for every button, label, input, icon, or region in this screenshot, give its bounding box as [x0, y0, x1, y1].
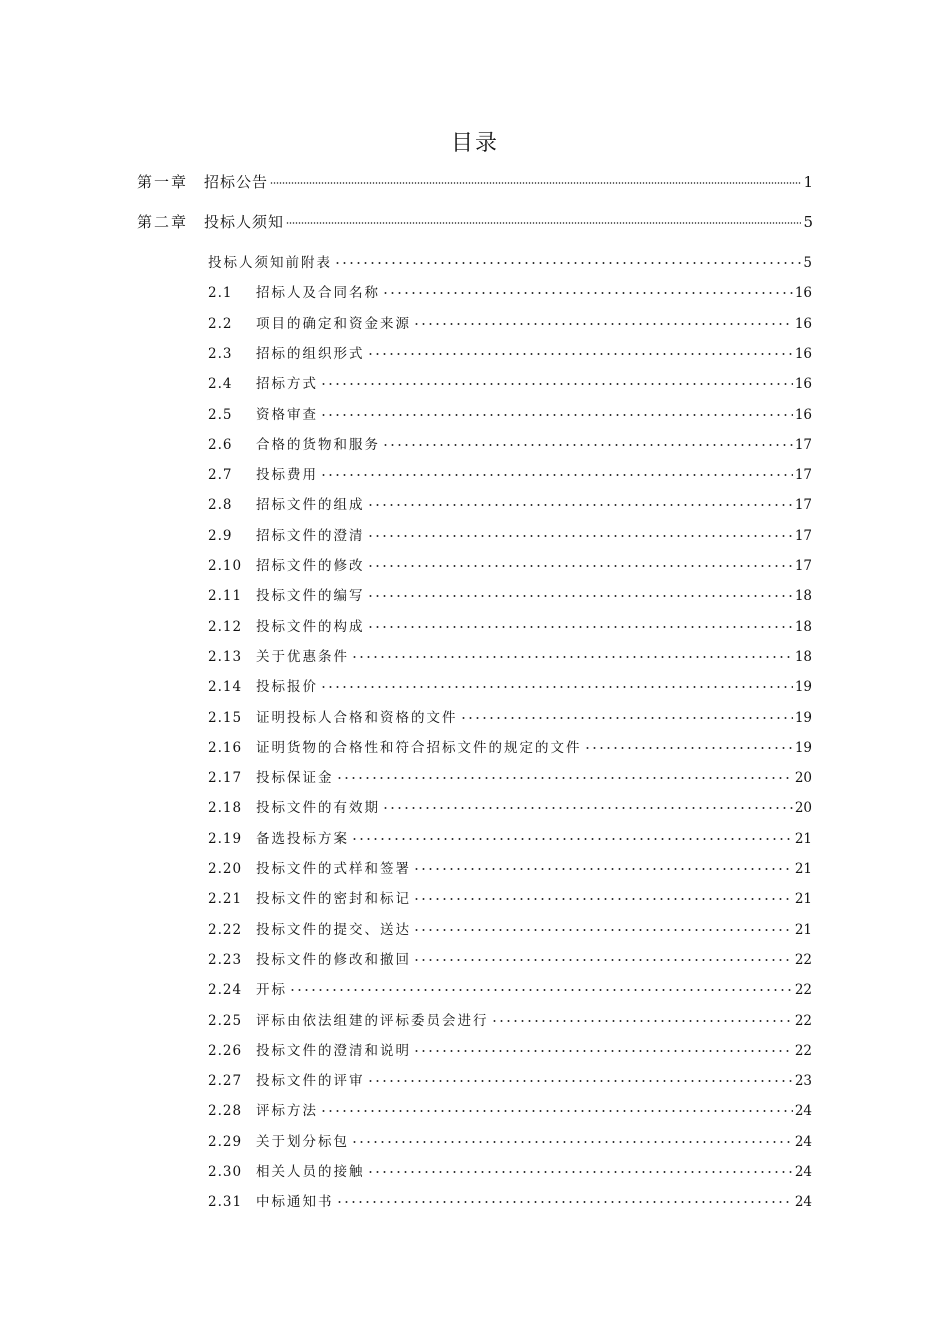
toc-section[interactable] [208, 888, 812, 910]
section-number: 2.10 [208, 558, 243, 574]
toc-section[interactable] [208, 1161, 812, 1183]
toc-section[interactable] [208, 494, 812, 516]
page-title: 目录 [450, 131, 499, 156]
section-label: 关于优惠条件 [256, 648, 349, 665]
dot-leader [460, 717, 793, 719]
dot-leader [320, 414, 793, 416]
section-number: 2.6 [208, 436, 233, 453]
section-number: 2.23 [208, 951, 243, 968]
section-number: 2.30 [208, 1164, 243, 1180]
section-number: 2.7 [208, 467, 233, 484]
section-label: 投标文件的构成 [256, 618, 365, 635]
dot-leader [491, 1020, 793, 1022]
dot-leader [286, 222, 801, 224]
section-label: 合格的货物和服务 [256, 436, 380, 453]
page-number: 19 [794, 739, 812, 756]
dot-leader [413, 323, 793, 325]
toc-section[interactable] [208, 313, 812, 335]
dot-leader [413, 929, 793, 931]
page-number: 20 [794, 770, 812, 787]
section-label: 资格审查 [256, 406, 318, 423]
section-label: 投标文件的修改和撤回 [256, 951, 411, 968]
toc-section[interactable] [208, 828, 812, 850]
toc-section[interactable] [208, 373, 812, 395]
section-label: 招标文件的组成 [256, 497, 365, 514]
dot-leader [367, 626, 793, 628]
section-label: 投标人须知前附表 [208, 255, 332, 271]
page-number: 17 [794, 558, 812, 574]
section-number: 2.3 [208, 345, 233, 362]
section-label: 证明投标人合格和资格的文件 [256, 709, 458, 726]
toc-section[interactable] [208, 979, 812, 1001]
page-number: 16 [794, 345, 812, 362]
dot-leader [351, 838, 793, 840]
section-label: 开标 [256, 982, 287, 999]
page-number: 22 [794, 1042, 812, 1059]
dot-leader [336, 777, 793, 779]
section-label: 评标方法 [256, 1103, 318, 1120]
section-label: 投标报价 [256, 679, 318, 696]
section-label: 投标文件的澄清和说明 [256, 1042, 411, 1059]
section-number: 2.26 [208, 1042, 243, 1059]
section-number: 2.9 [208, 527, 233, 544]
section-label: 投标保证金 [256, 770, 334, 787]
section-number: 2.5 [208, 406, 233, 423]
page-number: 21 [794, 921, 812, 938]
dot-leader [413, 868, 793, 870]
toc-section[interactable] [208, 555, 812, 577]
page-number: 16 [794, 406, 812, 423]
dot-leader [413, 959, 793, 961]
dot-leader [367, 504, 793, 506]
toc-section[interactable] [208, 282, 812, 304]
section-label: 相关人员的接触 [256, 1164, 365, 1180]
section-number: 2.16 [208, 739, 243, 756]
section-label: 投标文件的式样和签署 [256, 861, 411, 877]
section-number: 2.27 [208, 1073, 243, 1090]
toc-section[interactable] [208, 797, 812, 819]
dot-leader [367, 535, 793, 537]
section-label: 关于划分标包 [256, 1133, 349, 1150]
page-number: 18 [794, 588, 812, 605]
toc-section[interactable] [208, 919, 812, 941]
dot-leader [413, 898, 793, 900]
page-number: 22 [794, 982, 812, 999]
section-label: 投标文件的密封和标记 [256, 891, 411, 908]
toc-section[interactable] [208, 434, 812, 456]
page-number: 22 [794, 951, 812, 968]
dot-leader [320, 383, 793, 385]
toc-section[interactable] [208, 1131, 812, 1153]
page-number: 21 [794, 830, 812, 847]
section-number: 2.31 [208, 1194, 243, 1211]
section-number: 2.13 [208, 648, 243, 665]
section-number: 2.24 [208, 982, 243, 999]
section-label: 招标方式 [256, 376, 318, 393]
dot-leader [382, 292, 793, 294]
dot-leader [584, 747, 793, 749]
dot-leader [351, 656, 793, 658]
section-label: 中标通知书 [256, 1194, 334, 1211]
section-number: 2.2 [208, 315, 233, 332]
dot-leader [367, 353, 793, 355]
page-number: 24 [794, 1194, 812, 1211]
page-number: 24 [794, 1164, 812, 1180]
section-number: 2.4 [208, 376, 233, 393]
toc-section[interactable] [208, 1100, 812, 1122]
dot-leader [382, 444, 793, 446]
dot-leader [320, 1110, 793, 1112]
toc-section[interactable] [208, 949, 812, 971]
page-number: 24 [794, 1133, 812, 1150]
page-number: 18 [794, 618, 812, 635]
section-label: 投标文件的编写 [256, 588, 365, 605]
toc-section[interactable] [208, 676, 812, 698]
toc-section[interactable] [208, 1191, 812, 1213]
section-number: 2.28 [208, 1103, 243, 1120]
section-label: 招标人及合同名称 [256, 285, 380, 302]
page-number: 1 [803, 173, 813, 191]
section-number: 2.19 [208, 830, 243, 847]
page-number: 21 [794, 891, 812, 908]
page-number: 20 [794, 800, 812, 817]
page-number: 16 [794, 315, 812, 332]
page-number: 17 [794, 497, 812, 514]
toc-section[interactable] [208, 646, 812, 668]
page-number: 19 [794, 679, 812, 696]
section-label: 招标文件的修改 [256, 558, 365, 574]
toc-section[interactable] [208, 737, 812, 759]
toc-section[interactable] [208, 1070, 812, 1092]
toc-section[interactable] [208, 1040, 812, 1062]
section-label: 证明货物的合格性和符合招标文件的规定的文件 [256, 739, 582, 756]
toc-section[interactable] [208, 1010, 812, 1032]
section-label: 项目的确定和资金来源 [256, 315, 411, 332]
section-number: 2.12 [208, 618, 243, 635]
dot-leader [367, 1171, 793, 1173]
page-number: 17 [794, 436, 812, 453]
section-number: 2.1 [208, 285, 233, 302]
toc-section[interactable] [208, 464, 812, 486]
section-number: 2.20 [208, 861, 243, 877]
page-number: 23 [794, 1073, 812, 1090]
page-number: 5 [803, 213, 813, 231]
toc-section[interactable] [208, 404, 812, 426]
page-number: 18 [794, 648, 812, 665]
section-number: 2.22 [208, 921, 243, 938]
chapter-number: 第二章 [137, 213, 189, 231]
page-number: 22 [794, 1012, 812, 1029]
section-number: 2.21 [208, 891, 243, 908]
section-label: 评标由依法组建的评标委员会进行 [256, 1012, 489, 1029]
page-number: 16 [794, 376, 812, 393]
toc-section[interactable] [208, 616, 812, 638]
section-label: 备选投标方案 [256, 830, 349, 847]
page-number: 17 [794, 527, 812, 544]
page-number: 19 [794, 709, 812, 726]
toc-section[interactable] [208, 858, 812, 880]
section-label: 投标文件的有效期 [256, 800, 380, 817]
section-number: 2.25 [208, 1012, 243, 1029]
section-number: 2.8 [208, 497, 233, 514]
dot-leader [289, 989, 793, 991]
section-number: 2.15 [208, 709, 243, 726]
page-number: 16 [794, 285, 812, 302]
section-number: 2.14 [208, 679, 243, 696]
dot-leader [320, 474, 793, 476]
section-label: 招标的组织形式 [256, 345, 365, 362]
chapter-number: 第一章 [137, 173, 189, 191]
page-number: 5 [803, 255, 812, 271]
section-number: 2.29 [208, 1133, 243, 1150]
chapter-label: 投标人须知 [204, 213, 285, 231]
dot-leader [382, 807, 793, 809]
chapter-label: 招标公告 [204, 173, 269, 191]
dot-leader [336, 1201, 793, 1203]
page-number: 24 [794, 1103, 812, 1120]
section-number: 2.18 [208, 800, 243, 817]
toc-section[interactable] [208, 585, 812, 607]
toc-section[interactable] [208, 252, 812, 274]
toc-section[interactable] [208, 525, 812, 547]
section-label: 投标文件的提交、送达 [256, 921, 411, 938]
toc-chapter-2[interactable] [137, 211, 813, 233]
toc-section[interactable] [208, 707, 812, 729]
section-label: 投标文件的评审 [256, 1073, 365, 1090]
toc-chapter-1[interactable] [137, 171, 813, 193]
page-number: 17 [794, 467, 812, 484]
page-number: 21 [794, 861, 812, 877]
dot-leader [367, 565, 793, 567]
dot-leader [367, 595, 793, 597]
toc-section[interactable] [208, 767, 812, 789]
dot-leader [413, 1050, 793, 1052]
dot-leader [367, 1080, 793, 1082]
dot-leader [351, 1141, 793, 1143]
dot-leader [270, 182, 801, 184]
section-number: 2.17 [208, 770, 243, 787]
section-label: 招标文件的澄清 [256, 527, 365, 544]
dot-leader [320, 686, 793, 688]
toc-section[interactable] [208, 343, 812, 365]
dot-leader [334, 262, 801, 264]
section-label: 投标费用 [256, 467, 318, 484]
section-number: 2.11 [208, 588, 243, 605]
